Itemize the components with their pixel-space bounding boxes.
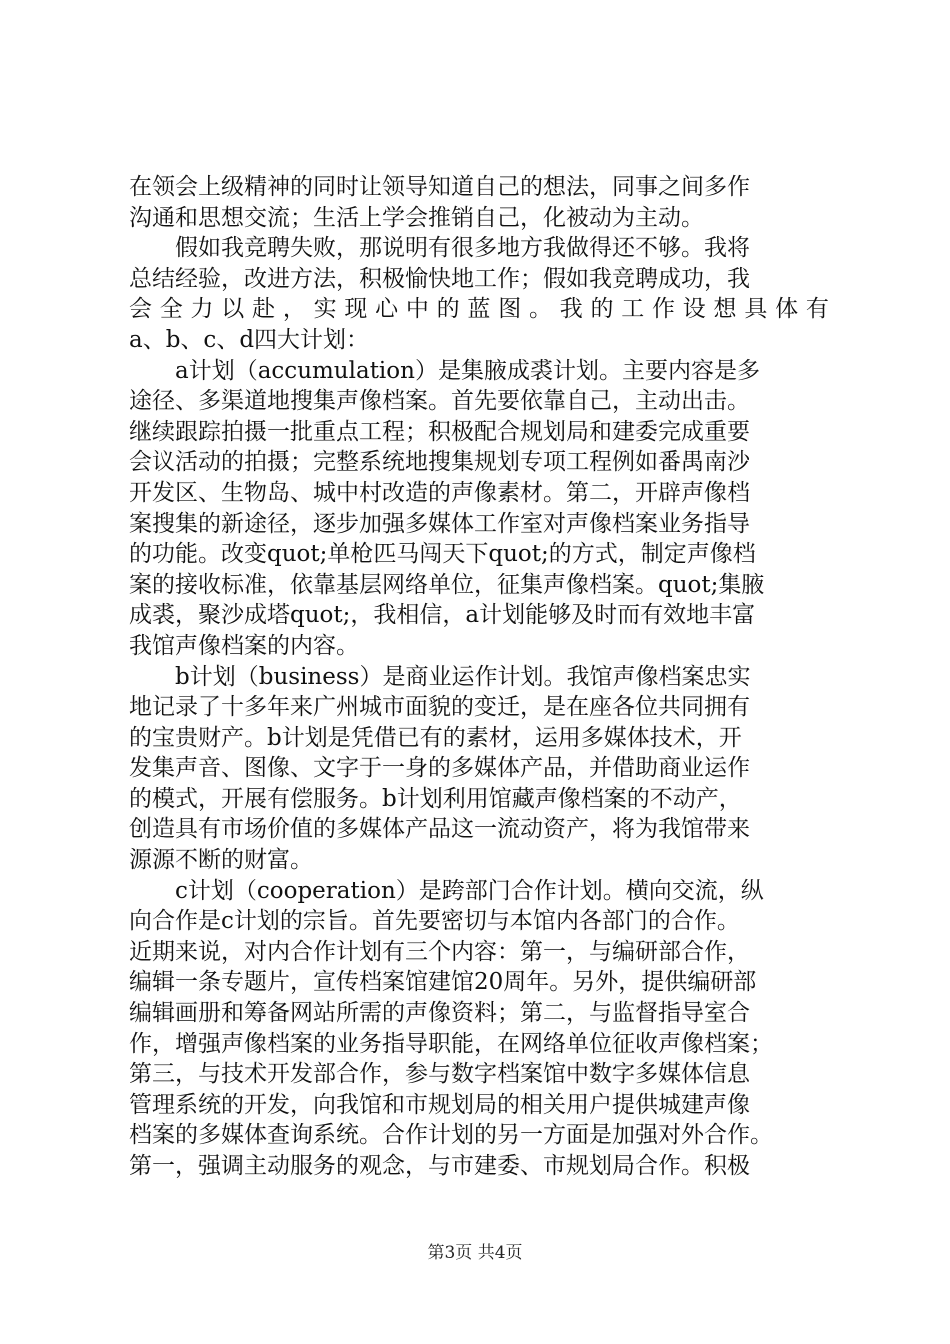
text-line: a、b、c、d四大计划：	[129, 326, 370, 353]
text-line: 继续跟踪拍摄一批重点工程；积极配合规划局和建委完成重要	[129, 418, 750, 445]
text-line: 途径、多渠道地搜集声像档案。首先要依靠自己，主动出击。	[129, 388, 750, 415]
text-line: 创造具有市场价值的多媒体产品这一流动资产，将为我馆带来	[129, 816, 750, 843]
text-line: 在领会上级精神的同时让领导知道自己的想法，同事之间多作	[129, 174, 750, 200]
page-footer: 第3页 共4页	[427, 1243, 523, 1263]
text-line: 成裘，聚沙成塔quot;，我相信，a计划能够及时而有效地丰富	[129, 602, 756, 629]
text-line: 案搜集的新途径，逐步加强多媒体工作室对声像档案业务指导	[129, 510, 750, 537]
text-line: 沟通和思想交流；生活上学会推销自己，化被动为主动。	[129, 204, 704, 231]
text-line: 的功能。改变quot;单枪匹马闯天下quot;的方式，制定声像档	[129, 541, 756, 568]
text-line: 源源不断的财富。	[129, 847, 313, 874]
document-body	[129, 172, 829, 1182]
text-line: 发集声音、图像、文字于一身的多媒体产品，并借助商业运作	[129, 755, 750, 782]
text-line: 地记录了十多年来广州城市面貌的变迁，是在座各位共同拥有	[129, 694, 750, 721]
paragraph-first-line: b计划（business）是商业运作计划。我馆声像档案忠实	[175, 663, 751, 690]
text-line: 的宝贵财产。b计划是凭借已有的素材，运用多媒体技术，开	[129, 724, 742, 751]
text-line: 会议活动的拍摄；完整系统地搜集规划专项工程例如番禺南沙	[129, 449, 750, 476]
text-line: 向合作是c计划的宗旨。首先要密切与本馆内各部门的合作。	[129, 908, 740, 935]
text-line: 编辑画册和筹备网站所需的声像资料；第二，与监督指导室合	[129, 1000, 750, 1027]
text-line: 近期来说，对内合作计划有三个内容：第一，与编研部合作，	[129, 938, 750, 965]
paragraph-first-line: a计划（accumulation）是集腋成裘计划。主要内容是多	[175, 357, 760, 384]
text-line: 管理系统的开发，向我馆和市规划局的相关用户提供城建声像	[129, 1091, 750, 1118]
paragraph-first-line: 假如我竞聘失败，那说明有很多地方我做得还不够。我将	[175, 235, 750, 262]
text-line: 我馆声像档案的内容。	[129, 632, 359, 659]
text-line: 案的接收标准，依靠基层网络单位，征集声像档案。quot;集腋	[129, 571, 765, 598]
text-line: 档案的多媒体查询系统。合作计划的另一方面是加强对外合作。	[129, 1122, 773, 1149]
text-line: 会 全 力 以 赴 ， 实 现 心 中 的 蓝 图 。 我 的 工 作 设 想 具 体 有	[129, 296, 829, 323]
text-line: 第一，强调主动服务的观念，与市建委、市规划局合作。积极	[129, 1153, 750, 1179]
text-line: 总结经验，改进方法，积极愉快地工作；假如我竞聘成功，我	[129, 265, 750, 292]
text-line: 作，增强声像档案的业务指导职能，在网络单位征收声像档案；	[129, 1030, 773, 1057]
text-line: 第三，与技术开发部合作，参与数字档案馆中数字多媒体信息	[129, 1061, 750, 1088]
text-line: 编辑一条专题片，宣传档案馆建馆20周年。另外，提供编研部	[129, 969, 757, 996]
text-line: 的模式，开展有偿服务。b计划利用馆藏声像档案的不动产，	[129, 785, 742, 812]
text-line: 开发区、生物岛、城中村改造的声像素材。第二，开辟声像档	[129, 479, 750, 506]
paragraph-first-line: c计划（cooperation）是跨部门合作计划。横向交流，纵	[175, 877, 764, 904]
